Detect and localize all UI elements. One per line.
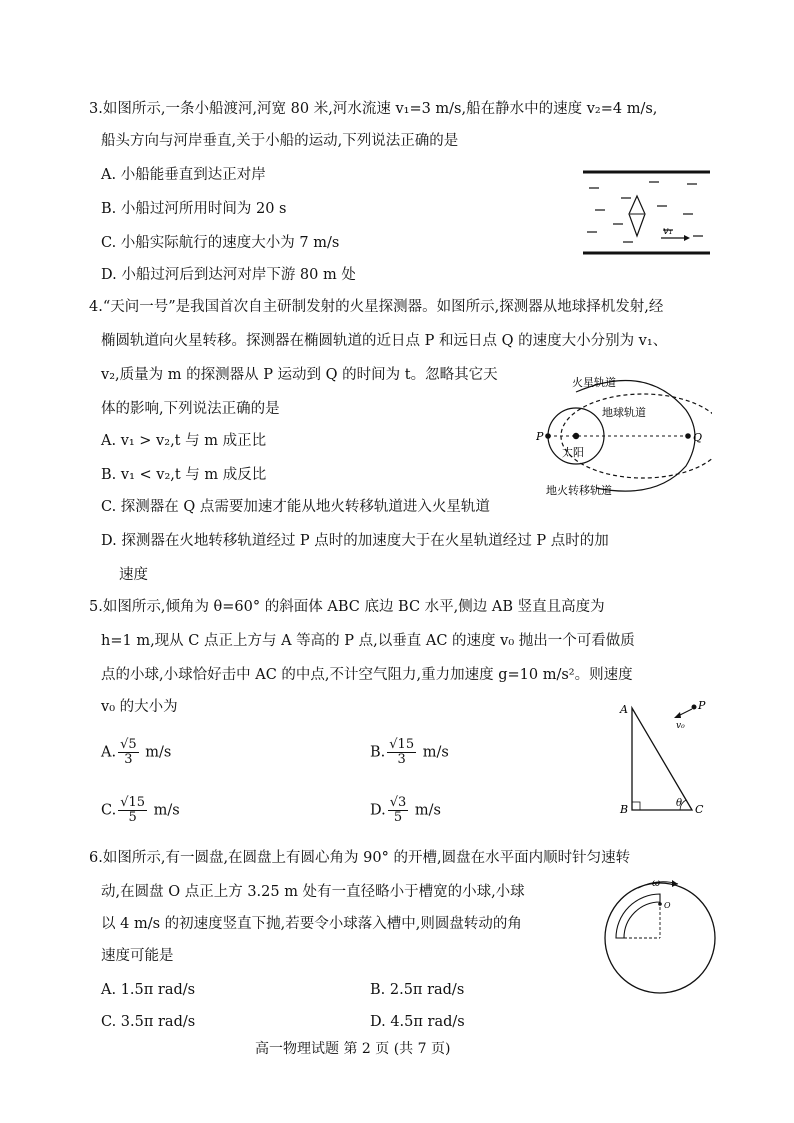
q5-fig-c: C — [695, 803, 704, 816]
q4-fig-mars-orbit: 火星轨道 — [572, 376, 616, 389]
q5-stem-line3: 点的小球,小球恰好击中 AC 的中点,不计空气阻力,重力加速度 g=10 m/s²。则速度 — [101, 667, 633, 683]
q3-option-b: B. 小船过河所用时间为 20 s — [101, 201, 287, 217]
q5-fig-b: B — [620, 803, 629, 816]
q5-stem-line2: h=1 m,现从 C 点正上方与 A 等高的 P 点,以垂直 AC 的速度 v₀ 抛出一个可看做质 — [101, 633, 635, 649]
q6-option-c: C. 3.5π rad/s — [101, 1014, 196, 1030]
q3-option-d: D. 小船过河后到达河对岸下游 80 m 处 — [101, 267, 356, 283]
page-footer: 高一物理试题 第 2 页 (共 7 页) — [255, 1041, 451, 1057]
q4-option-d-cont: 速度 — [119, 567, 148, 583]
q6-stem-line2: 动,在圆盘 O 点正上方 3.25 m 处有一直径略小于槽宽的小球,小球 — [101, 884, 525, 900]
q4-orbit-figure — [536, 370, 712, 500]
q5-option-d: D. $\frac{√3}{5}$ m/s — [370, 795, 441, 825]
q5-option-a: A. $\frac{√5}{3}$ m/s — [101, 737, 172, 767]
q4-option-c: C. 探测器在 Q 点需要加速才能从地火转移轨道进入火星轨道 — [101, 499, 490, 515]
q4-option-d: D. 探测器在火地转移轨道经过 P 点时的加速度大于在火星轨道经过 P 点时的加 — [101, 533, 609, 549]
q4-stem-line1: 4.“天问一号”是我国首次自主研制发射的火星探测器。如图所示,探测器从地球择机发射,经 — [89, 299, 664, 315]
q4-fig-earth-orbit: 地球轨道 — [602, 406, 646, 419]
q3-fig-v1-label: v₁ — [663, 226, 673, 237]
q5-option-b: B. $\frac{√15}{3}$ m/s — [370, 737, 449, 767]
q4-fig-transfer-orbit: 地火转移轨道 — [546, 484, 612, 497]
q4-stem-line2: 椭圆轨道向火星转移。探测器在椭圆轨道的近日点 P 和远日点 Q 的速度大小分别为 v₁、 — [101, 333, 668, 349]
q3-river-figure — [583, 168, 711, 258]
q4-option-b: B. v₁ < v₂,t 与 m 成反比 — [101, 467, 267, 483]
q6-fig-o: O — [664, 901, 671, 910]
q5-stem-line1: 5.如图所示,倾角为 θ=60° 的斜面体 ABC 底边 BC 水平,侧边 AB 竖直且高度为 — [89, 599, 605, 615]
q3-option-c: C. 小船实际航行的速度大小为 7 m/s — [101, 235, 340, 251]
q6-option-a: A. 1.5π rad/s — [101, 982, 196, 998]
q3-stem-line1: 3.如图所示,一条小船渡河,河宽 80 米,河水流速 v₁=3 m/s,船在静水中的速度 v₂=4 m/s, — [89, 101, 658, 117]
q5-stem-line4: v₀ 的大小为 — [101, 699, 178, 715]
q5-fig-theta: θ — [676, 798, 683, 809]
q6-stem-line3: 以 4 m/s 的初速度竖直下抛,若要令小球落入槽中,则圆盘转动的角 — [101, 916, 522, 932]
q4-fig-q: Q — [693, 431, 703, 444]
q4-fig-p: P — [536, 430, 544, 443]
q5-fig-p: P — [698, 699, 706, 712]
q5-fig-a: A — [620, 703, 628, 716]
q4-option-a: A. v₁ > v₂,t 与 m 成正比 — [101, 433, 267, 449]
q6-stem-line4: 速度可能是 — [101, 948, 174, 964]
q6-stem-line1: 6.如图所示,有一圆盘,在圆盘上有圆心角为 90° 的开槽,圆盘在水平面内顺时针匀速转 — [89, 850, 631, 866]
q6-option-d: D. 4.5π rad/s — [370, 1014, 465, 1030]
q4-fig-sun: 太阳 — [562, 446, 584, 459]
q4-stem-line4: 体的影响,下列说法正确的是 — [101, 401, 280, 417]
q5-fig-v0: v₀ — [676, 721, 685, 731]
q6-disc-figure — [602, 878, 720, 996]
q6-option-b: B. 2.5π rad/s — [370, 982, 465, 998]
q5-option-c: C. $\frac{√15}{5}$ m/s — [101, 795, 180, 825]
q5-incline-figure — [614, 698, 714, 818]
q3-stem-line2: 船头方向与河岸垂直,关于小船的运动,下列说法正确的是 — [101, 133, 459, 149]
q4-stem-line3: v₂,质量为 m 的探测器从 P 运动到 Q 的时间为 t。忽略其它天 — [101, 367, 498, 383]
q3-option-a: A. 小船能垂直到达正对岸 — [101, 167, 266, 183]
q6-fig-omega: ω — [652, 878, 661, 889]
